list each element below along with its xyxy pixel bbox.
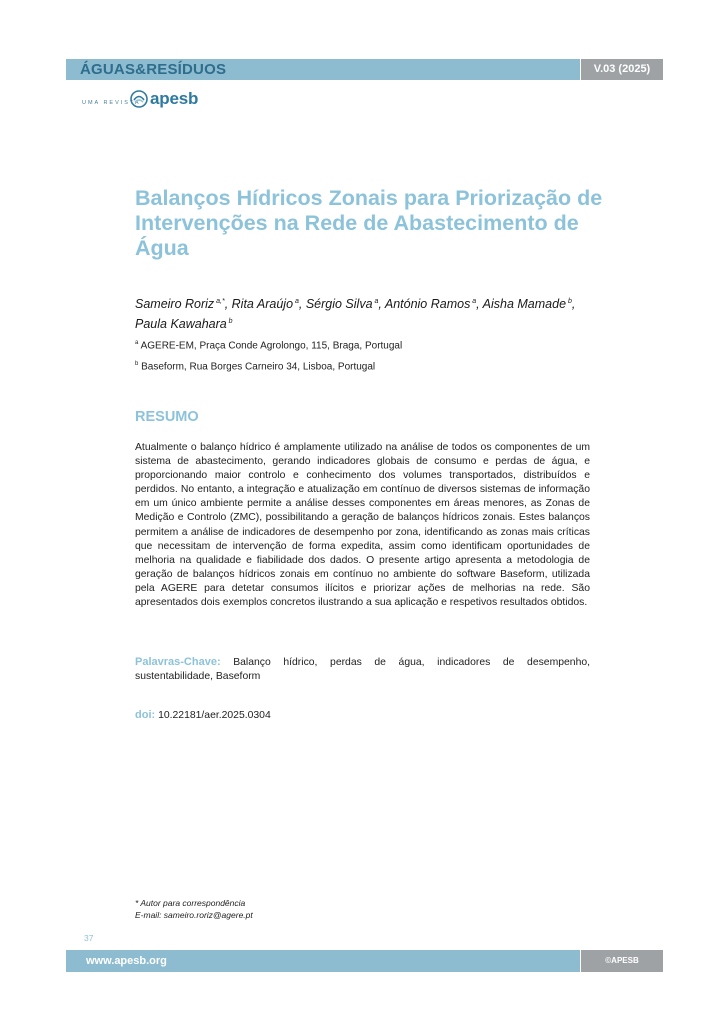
- author-name: Rita Araújo: [231, 297, 294, 312]
- affiliation-b: [135, 361, 375, 372]
- footer-copyright-badge: [581, 950, 663, 972]
- author-affiliation-mark: b: [566, 298, 572, 305]
- author: [385, 297, 476, 311]
- author-name: Paula Kawahara: [135, 317, 227, 332]
- author-affiliation-mark: a: [372, 298, 379, 305]
- affiliation-mark: b: [135, 361, 139, 367]
- author: [135, 297, 225, 311]
- affiliation-text: Baseform, Rua Borges Carneiro 34, Lisboa, Portugal: [141, 361, 376, 373]
- page-number: 37: [84, 933, 94, 943]
- email-line[interactable]: E-mail: sameiro.roriz@agere.pt: [135, 910, 253, 920]
- doi-label: doi:: [135, 709, 156, 721]
- tagline: UMA REVISTA: [82, 100, 141, 106]
- corresponding-author-note: [135, 897, 253, 921]
- doi: [135, 709, 271, 721]
- author-name: António Ramos: [384, 297, 471, 312]
- affiliation-a: [135, 340, 402, 351]
- affiliation-text: AGERE-EM, Praça Conde Agrolongo, 115, Braga, Portugal: [140, 340, 403, 352]
- author-name: Sérgio Silva: [305, 297, 373, 312]
- author-affiliation-mark: b: [226, 318, 233, 326]
- journal-name: ÁGUAS&RESÍDUOS: [80, 61, 227, 78]
- author-list: Sameiro Roriz $^{a,*}$, Rita Araújo $^a$, Sérgio Silva $^a$, António Ramos $^a$, Aisha Mamade $^b$, Paula Kawahara $^b$: [135, 297, 576, 332]
- footer-url-link[interactable]: www.apesb.org: [86, 955, 167, 967]
- author-affiliation-mark: a: [470, 298, 477, 305]
- keywords: [135, 655, 590, 684]
- apesb-logo-icon: [130, 90, 148, 108]
- keywords-text: Balanço hídrico, perdas de água, indicadores de desempenho, sustentabilidade, Baseform: [135, 657, 591, 683]
- doi-link[interactable]: 10.22181/aer.2025.0304: [158, 710, 271, 721]
- corresponding-note: * Autor para correspondência: [135, 898, 246, 908]
- volume-badge: [581, 59, 663, 80]
- author: [483, 297, 572, 311]
- author-name: Aisha Mamade: [482, 297, 567, 312]
- article-title: Balanços Hídricos Zonais para Priorização de Intervenções na Rede de Abastecimento de Água: [135, 186, 603, 260]
- author-affiliation-mark: a,*: [214, 298, 225, 305]
- author-affiliation-mark: a: [293, 298, 299, 305]
- author: [232, 297, 299, 311]
- abstract-body: Atualmente o balanço hídrico é amplamente utilizado na análise de todos os componentes de um sistema de abastecimento, gerando indicadores globais de consumo e perdas de água, e proporcionando maior controlo e conhecimento dos volumes transportados, distribuídos e perdidos. No entanto, a integração e atualização em contínuo de diversos sistemas de informação em um único ambiente permite a análise desses componentes em áreas menores, as Zonas de Medição e Controlo (ZMC), possibilitando a geração de balanços hídricos zonais. Estes balanços permitem a análise de indicadores de desempenho por zona, identificando as zonas mais críticas que necessitam de intervenção de forma expedita, assim como identificam oportunidades de melhoria na qualidade e fiabilidade dos dados. O presente artigo apresenta a metodologia de geração de balanços hídricos zonais em contínuo no ambiente do software Baseform, utilizada pela AGERE para detetar consumos ilícitos e priorizar ações de melhorias na rede. São apresentados dois exemplos concretos ilustrando a sua aplicação e respetivos resultados obtidos.: [135, 442, 590, 609]
- apesb-logo-text: apesb: [150, 89, 199, 108]
- author: [135, 317, 233, 331]
- abstract-heading: RESUMO: [135, 409, 199, 425]
- volume-label: V.03 (2025): [593, 63, 651, 75]
- keywords-label: Palavras-Chave:: [135, 656, 221, 668]
- apesb-logo: [130, 89, 198, 109]
- copyright-label: ©APESB: [605, 956, 639, 965]
- affiliation-mark: a: [135, 340, 139, 346]
- author-name: Sameiro Roriz: [135, 297, 215, 312]
- author: [306, 297, 379, 311]
